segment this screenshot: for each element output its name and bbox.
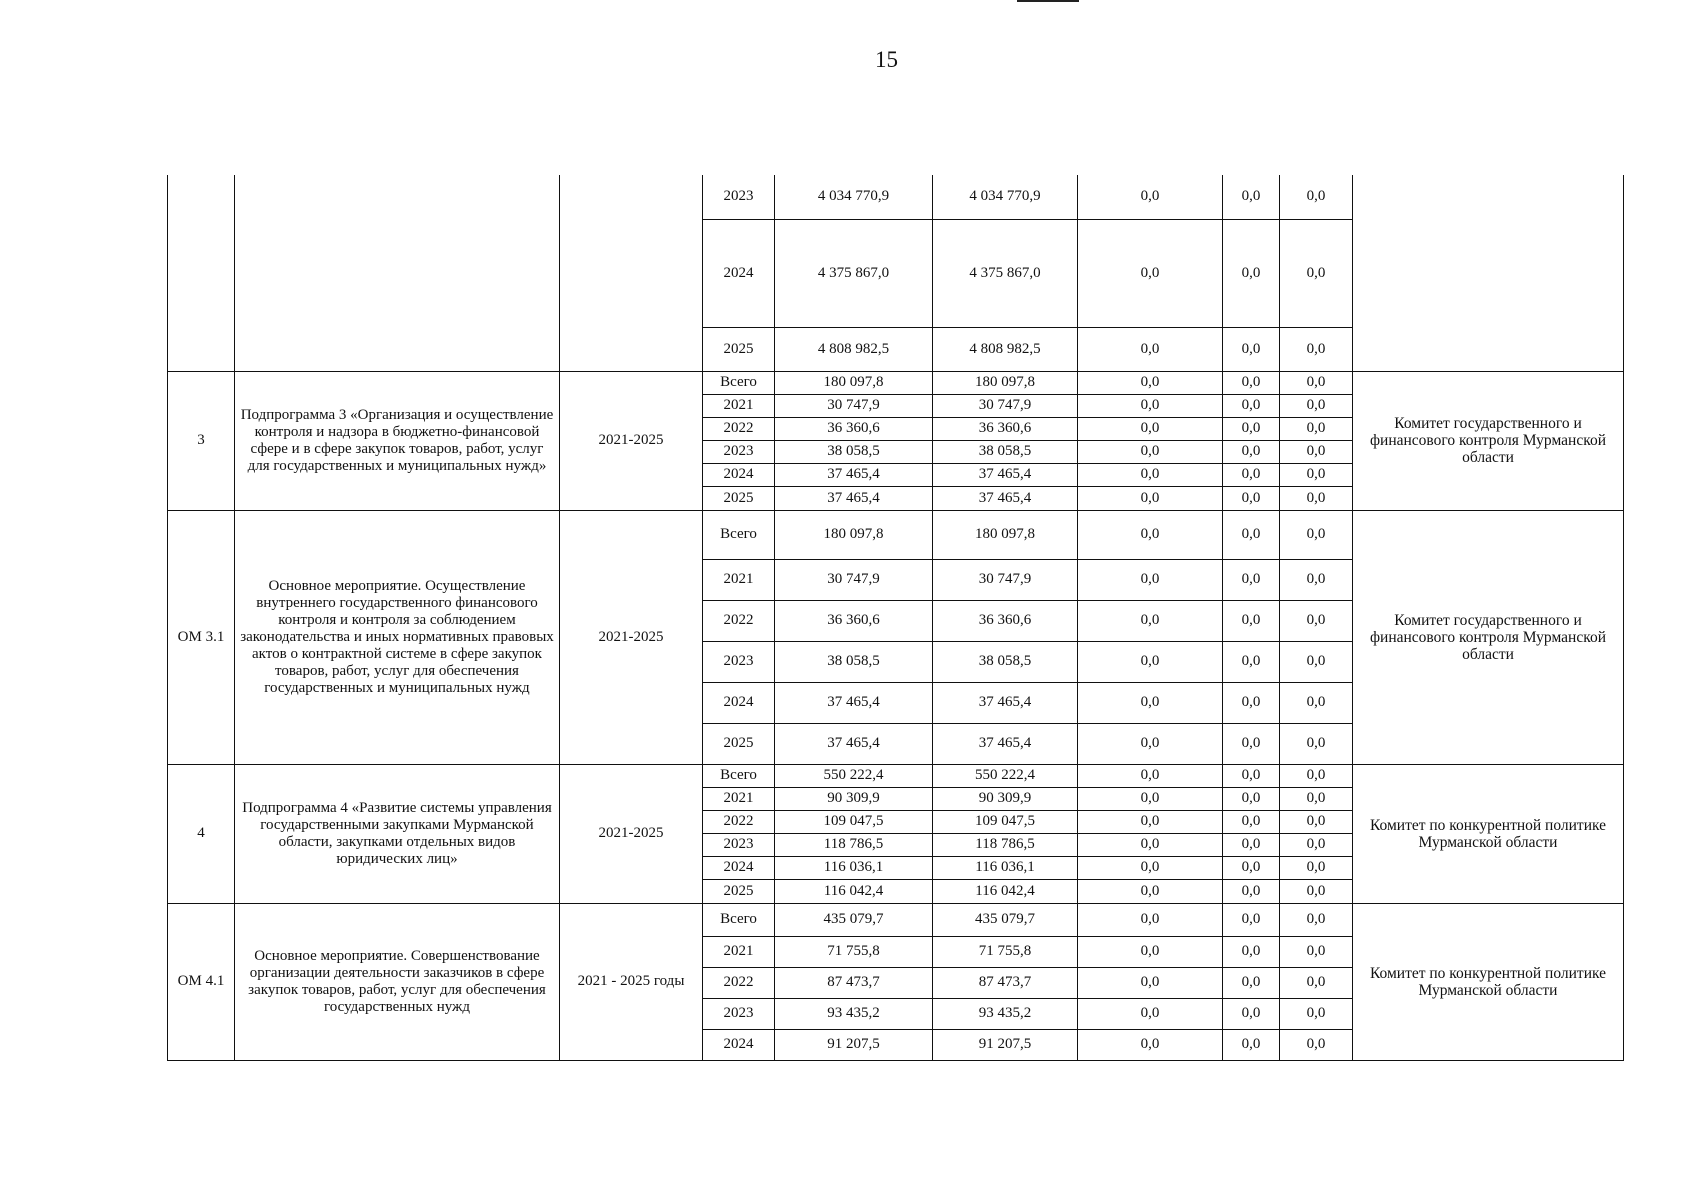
value-cell-c2: 0,0: [1223, 175, 1280, 219]
year-cell: Всего: [703, 903, 775, 936]
value-cell-c2: 0,0: [1223, 998, 1280, 1029]
value-cell-regional: 36 360,6: [933, 417, 1078, 440]
value-cell-c2: 0,0: [1223, 787, 1280, 810]
year-cell: 2025: [703, 327, 775, 371]
value-cell-c1: 0,0: [1078, 327, 1223, 371]
budget-table: [167, 175, 1624, 1061]
value-cell-regional: 4 034 770,9: [933, 175, 1078, 219]
year-cell: 2025: [703, 879, 775, 903]
value-cell-c2: 0,0: [1223, 723, 1280, 764]
value-cell-c3: 0,0: [1280, 903, 1353, 936]
value-cell-total: 4 034 770,9: [775, 175, 933, 219]
page-number: 15: [875, 47, 898, 72]
value-cell-total: 37 465,4: [775, 682, 933, 723]
value-cell-total: 4 808 982,5: [775, 327, 933, 371]
year-cell: 2025: [703, 723, 775, 764]
value-cell-regional: 109 047,5: [933, 810, 1078, 833]
value-cell-c1: 0,0: [1078, 510, 1223, 559]
value-cell-c3: 0,0: [1280, 967, 1353, 998]
section-name-cell: Подпрограмма 4 «Развитие системы управления государственными закупками Мурманской области, закупками отдельных видов юридических лиц»: [235, 764, 560, 903]
value-cell-c1: 0,0: [1078, 764, 1223, 787]
value-cell-regional: 37 465,4: [933, 486, 1078, 510]
value-cell-c1: 0,0: [1078, 394, 1223, 417]
value-cell-c1: 0,0: [1078, 175, 1223, 219]
table-body: [168, 175, 1624, 1060]
value-cell-c1: 0,0: [1078, 1029, 1223, 1060]
section-name-cell: Подпрограмма 3 «Организация и осуществление контроля и надзора в бюджетно-финансовой сфере и в сфере закупок товаров, работ, услуг для государственных и муниципальных нужд»: [235, 371, 560, 510]
value-cell-c3: 0,0: [1280, 417, 1353, 440]
value-cell-c3: 0,0: [1280, 856, 1353, 879]
scan-edge-mark: [1017, 0, 1079, 2]
value-cell-c2: 0,0: [1223, 510, 1280, 559]
year-cell: 2024: [703, 463, 775, 486]
value-cell-c1: 0,0: [1078, 998, 1223, 1029]
year-cell: 2025: [703, 486, 775, 510]
value-cell-c3: 0,0: [1280, 440, 1353, 463]
value-cell-c2: 0,0: [1223, 486, 1280, 510]
year-cell: 2022: [703, 810, 775, 833]
value-cell-c3: 0,0: [1280, 641, 1353, 682]
value-cell-total: 36 360,6: [775, 600, 933, 641]
value-cell-c1: 0,0: [1078, 440, 1223, 463]
value-cell-c1: 0,0: [1078, 967, 1223, 998]
value-cell-c1: 0,0: [1078, 903, 1223, 936]
value-cell-c1: 0,0: [1078, 600, 1223, 641]
value-cell-c2: 0,0: [1223, 856, 1280, 879]
value-cell-regional: 71 755,8: [933, 936, 1078, 967]
year-cell: 2023: [703, 998, 775, 1029]
value-cell-c3: 0,0: [1280, 600, 1353, 641]
value-cell-c2: 0,0: [1223, 327, 1280, 371]
value-cell-c2: 0,0: [1223, 967, 1280, 998]
value-cell-total: 30 747,9: [775, 559, 933, 600]
year-cell: 2024: [703, 856, 775, 879]
value-cell-c2: 0,0: [1223, 903, 1280, 936]
value-cell-c1: 0,0: [1078, 833, 1223, 856]
value-cell-c3: 0,0: [1280, 559, 1353, 600]
value-cell-total: 38 058,5: [775, 641, 933, 682]
value-cell-total: 435 079,7: [775, 903, 933, 936]
value-cell-c3: 0,0: [1280, 936, 1353, 967]
year-cell: 2023: [703, 833, 775, 856]
value-cell-total: 550 222,4: [775, 764, 933, 787]
section-name-cell: Основное мероприятие. Осуществление внутреннего государственного финансового контроля и контроля за соблюдением законодательства и иных нормативных правовых актов о контрактной системе в сфере закупок товаров, работ, услуг для обеспечения государственных и муниципальных нужд: [235, 510, 560, 764]
value-cell-total: 30 747,9: [775, 394, 933, 417]
value-cell-c1: 0,0: [1078, 879, 1223, 903]
continued-number-cell: [168, 175, 235, 371]
value-cell-c2: 0,0: [1223, 810, 1280, 833]
section-executor-cell: Комитет государственного и финансового контроля Мурманской области: [1353, 371, 1624, 510]
value-cell-c3: 0,0: [1280, 486, 1353, 510]
year-cell: 2023: [703, 440, 775, 463]
value-cell-regional: 37 465,4: [933, 463, 1078, 486]
value-cell-total: 87 473,7: [775, 967, 933, 998]
value-cell-total: 90 309,9: [775, 787, 933, 810]
year-cell: 2022: [703, 967, 775, 998]
value-cell-c3: 0,0: [1280, 371, 1353, 394]
value-cell-c2: 0,0: [1223, 440, 1280, 463]
value-cell-total: 109 047,5: [775, 810, 933, 833]
value-cell-c3: 0,0: [1280, 327, 1353, 371]
year-cell: 2022: [703, 417, 775, 440]
continued-period-cell: [560, 175, 703, 371]
table-row: [168, 903, 1624, 936]
section-number-cell: ОМ 3.1: [168, 510, 235, 764]
section-executor-cell: Комитет по конкурентной политике Мурманской области: [1353, 764, 1624, 903]
value-cell-regional: 93 435,2: [933, 998, 1078, 1029]
value-cell-total: 37 465,4: [775, 486, 933, 510]
value-cell-total: 71 755,8: [775, 936, 933, 967]
year-cell: 2021: [703, 394, 775, 417]
section-period-cell: 2021-2025: [560, 371, 703, 510]
year-cell: Всего: [703, 371, 775, 394]
value-cell-c1: 0,0: [1078, 463, 1223, 486]
value-cell-regional: 38 058,5: [933, 641, 1078, 682]
value-cell-total: 180 097,8: [775, 510, 933, 559]
value-cell-c3: 0,0: [1280, 1029, 1353, 1060]
value-cell-regional: 30 747,9: [933, 394, 1078, 417]
value-cell-c3: 0,0: [1280, 833, 1353, 856]
value-cell-total: 4 375 867,0: [775, 219, 933, 327]
year-cell: 2022: [703, 600, 775, 641]
value-cell-regional: 36 360,6: [933, 600, 1078, 641]
value-cell-regional: 37 465,4: [933, 682, 1078, 723]
value-cell-c3: 0,0: [1280, 764, 1353, 787]
year-cell: 2024: [703, 1029, 775, 1060]
value-cell-regional: 37 465,4: [933, 723, 1078, 764]
value-cell-c3: 0,0: [1280, 879, 1353, 903]
value-cell-c1: 0,0: [1078, 219, 1223, 327]
year-cell: 2021: [703, 559, 775, 600]
section-period-cell: 2021 - 2025 годы: [560, 903, 703, 1060]
value-cell-c3: 0,0: [1280, 787, 1353, 810]
value-cell-total: 180 097,8: [775, 371, 933, 394]
value-cell-c1: 0,0: [1078, 641, 1223, 682]
value-cell-c1: 0,0: [1078, 682, 1223, 723]
value-cell-c2: 0,0: [1223, 682, 1280, 723]
year-cell: Всего: [703, 510, 775, 559]
value-cell-c2: 0,0: [1223, 1029, 1280, 1060]
value-cell-c3: 0,0: [1280, 175, 1353, 219]
value-cell-regional: 550 222,4: [933, 764, 1078, 787]
value-cell-c3: 0,0: [1280, 510, 1353, 559]
value-cell-c2: 0,0: [1223, 764, 1280, 787]
value-cell-c1: 0,0: [1078, 787, 1223, 810]
value-cell-c1: 0,0: [1078, 723, 1223, 764]
continued-executor-cell: [1353, 175, 1624, 371]
table-row: [168, 175, 1624, 219]
section-executor-cell: Комитет по конкурентной политике Мурманской области: [1353, 903, 1624, 1060]
year-cell: 2024: [703, 219, 775, 327]
value-cell-c1: 0,0: [1078, 559, 1223, 600]
value-cell-total: 116 042,4: [775, 879, 933, 903]
year-cell: 2023: [703, 175, 775, 219]
value-cell-regional: 90 309,9: [933, 787, 1078, 810]
value-cell-c2: 0,0: [1223, 219, 1280, 327]
year-cell: 2021: [703, 936, 775, 967]
value-cell-c2: 0,0: [1223, 879, 1280, 903]
section-period-cell: 2021-2025: [560, 764, 703, 903]
value-cell-c2: 0,0: [1223, 417, 1280, 440]
section-period-cell: 2021-2025: [560, 510, 703, 764]
section-executor-cell: Комитет государственного и финансового контроля Мурманской области: [1353, 510, 1624, 764]
value-cell-c3: 0,0: [1280, 723, 1353, 764]
value-cell-c3: 0,0: [1280, 463, 1353, 486]
value-cell-c3: 0,0: [1280, 394, 1353, 417]
value-cell-total: 36 360,6: [775, 417, 933, 440]
value-cell-c2: 0,0: [1223, 936, 1280, 967]
value-cell-c2: 0,0: [1223, 641, 1280, 682]
value-cell-total: 37 465,4: [775, 463, 933, 486]
value-cell-c2: 0,0: [1223, 559, 1280, 600]
value-cell-c1: 0,0: [1078, 371, 1223, 394]
continued-name-cell: [235, 175, 560, 371]
value-cell-regional: 38 058,5: [933, 440, 1078, 463]
value-cell-regional: 30 747,9: [933, 559, 1078, 600]
value-cell-regional: 116 042,4: [933, 879, 1078, 903]
value-cell-total: 116 036,1: [775, 856, 933, 879]
value-cell-c1: 0,0: [1078, 486, 1223, 510]
value-cell-c3: 0,0: [1280, 219, 1353, 327]
value-cell-c2: 0,0: [1223, 463, 1280, 486]
table-row: [168, 510, 1624, 559]
section-number-cell: 4: [168, 764, 235, 903]
table-row: [168, 764, 1624, 787]
year-cell: 2021: [703, 787, 775, 810]
value-cell-regional: 180 097,8: [933, 510, 1078, 559]
value-cell-regional: 435 079,7: [933, 903, 1078, 936]
value-cell-total: 118 786,5: [775, 833, 933, 856]
value-cell-c2: 0,0: [1223, 394, 1280, 417]
value-cell-regional: 180 097,8: [933, 371, 1078, 394]
value-cell-total: 91 207,5: [775, 1029, 933, 1060]
value-cell-regional: 116 036,1: [933, 856, 1078, 879]
year-cell: 2024: [703, 682, 775, 723]
value-cell-total: 38 058,5: [775, 440, 933, 463]
value-cell-regional: 91 207,5: [933, 1029, 1078, 1060]
value-cell-total: 93 435,2: [775, 998, 933, 1029]
value-cell-c3: 0,0: [1280, 682, 1353, 723]
value-cell-c2: 0,0: [1223, 600, 1280, 641]
value-cell-c3: 0,0: [1280, 998, 1353, 1029]
value-cell-c2: 0,0: [1223, 371, 1280, 394]
value-cell-c1: 0,0: [1078, 810, 1223, 833]
value-cell-c1: 0,0: [1078, 936, 1223, 967]
table-row: [168, 371, 1624, 394]
section-number-cell: ОМ 4.1: [168, 903, 235, 1060]
value-cell-c1: 0,0: [1078, 417, 1223, 440]
value-cell-regional: 4 808 982,5: [933, 327, 1078, 371]
value-cell-regional: 87 473,7: [933, 967, 1078, 998]
section-name-cell: Основное мероприятие. Совершенствование организации деятельности заказчиков в сфере закупок товаров, работ, услуг для обеспечения государственных нужд: [235, 903, 560, 1060]
value-cell-c1: 0,0: [1078, 856, 1223, 879]
value-cell-regional: 118 786,5: [933, 833, 1078, 856]
value-cell-regional: 4 375 867,0: [933, 219, 1078, 327]
year-cell: 2023: [703, 641, 775, 682]
section-number-cell: 3: [168, 371, 235, 510]
value-cell-c3: 0,0: [1280, 810, 1353, 833]
value-cell-c2: 0,0: [1223, 833, 1280, 856]
year-cell: Всего: [703, 764, 775, 787]
value-cell-total: 37 465,4: [775, 723, 933, 764]
